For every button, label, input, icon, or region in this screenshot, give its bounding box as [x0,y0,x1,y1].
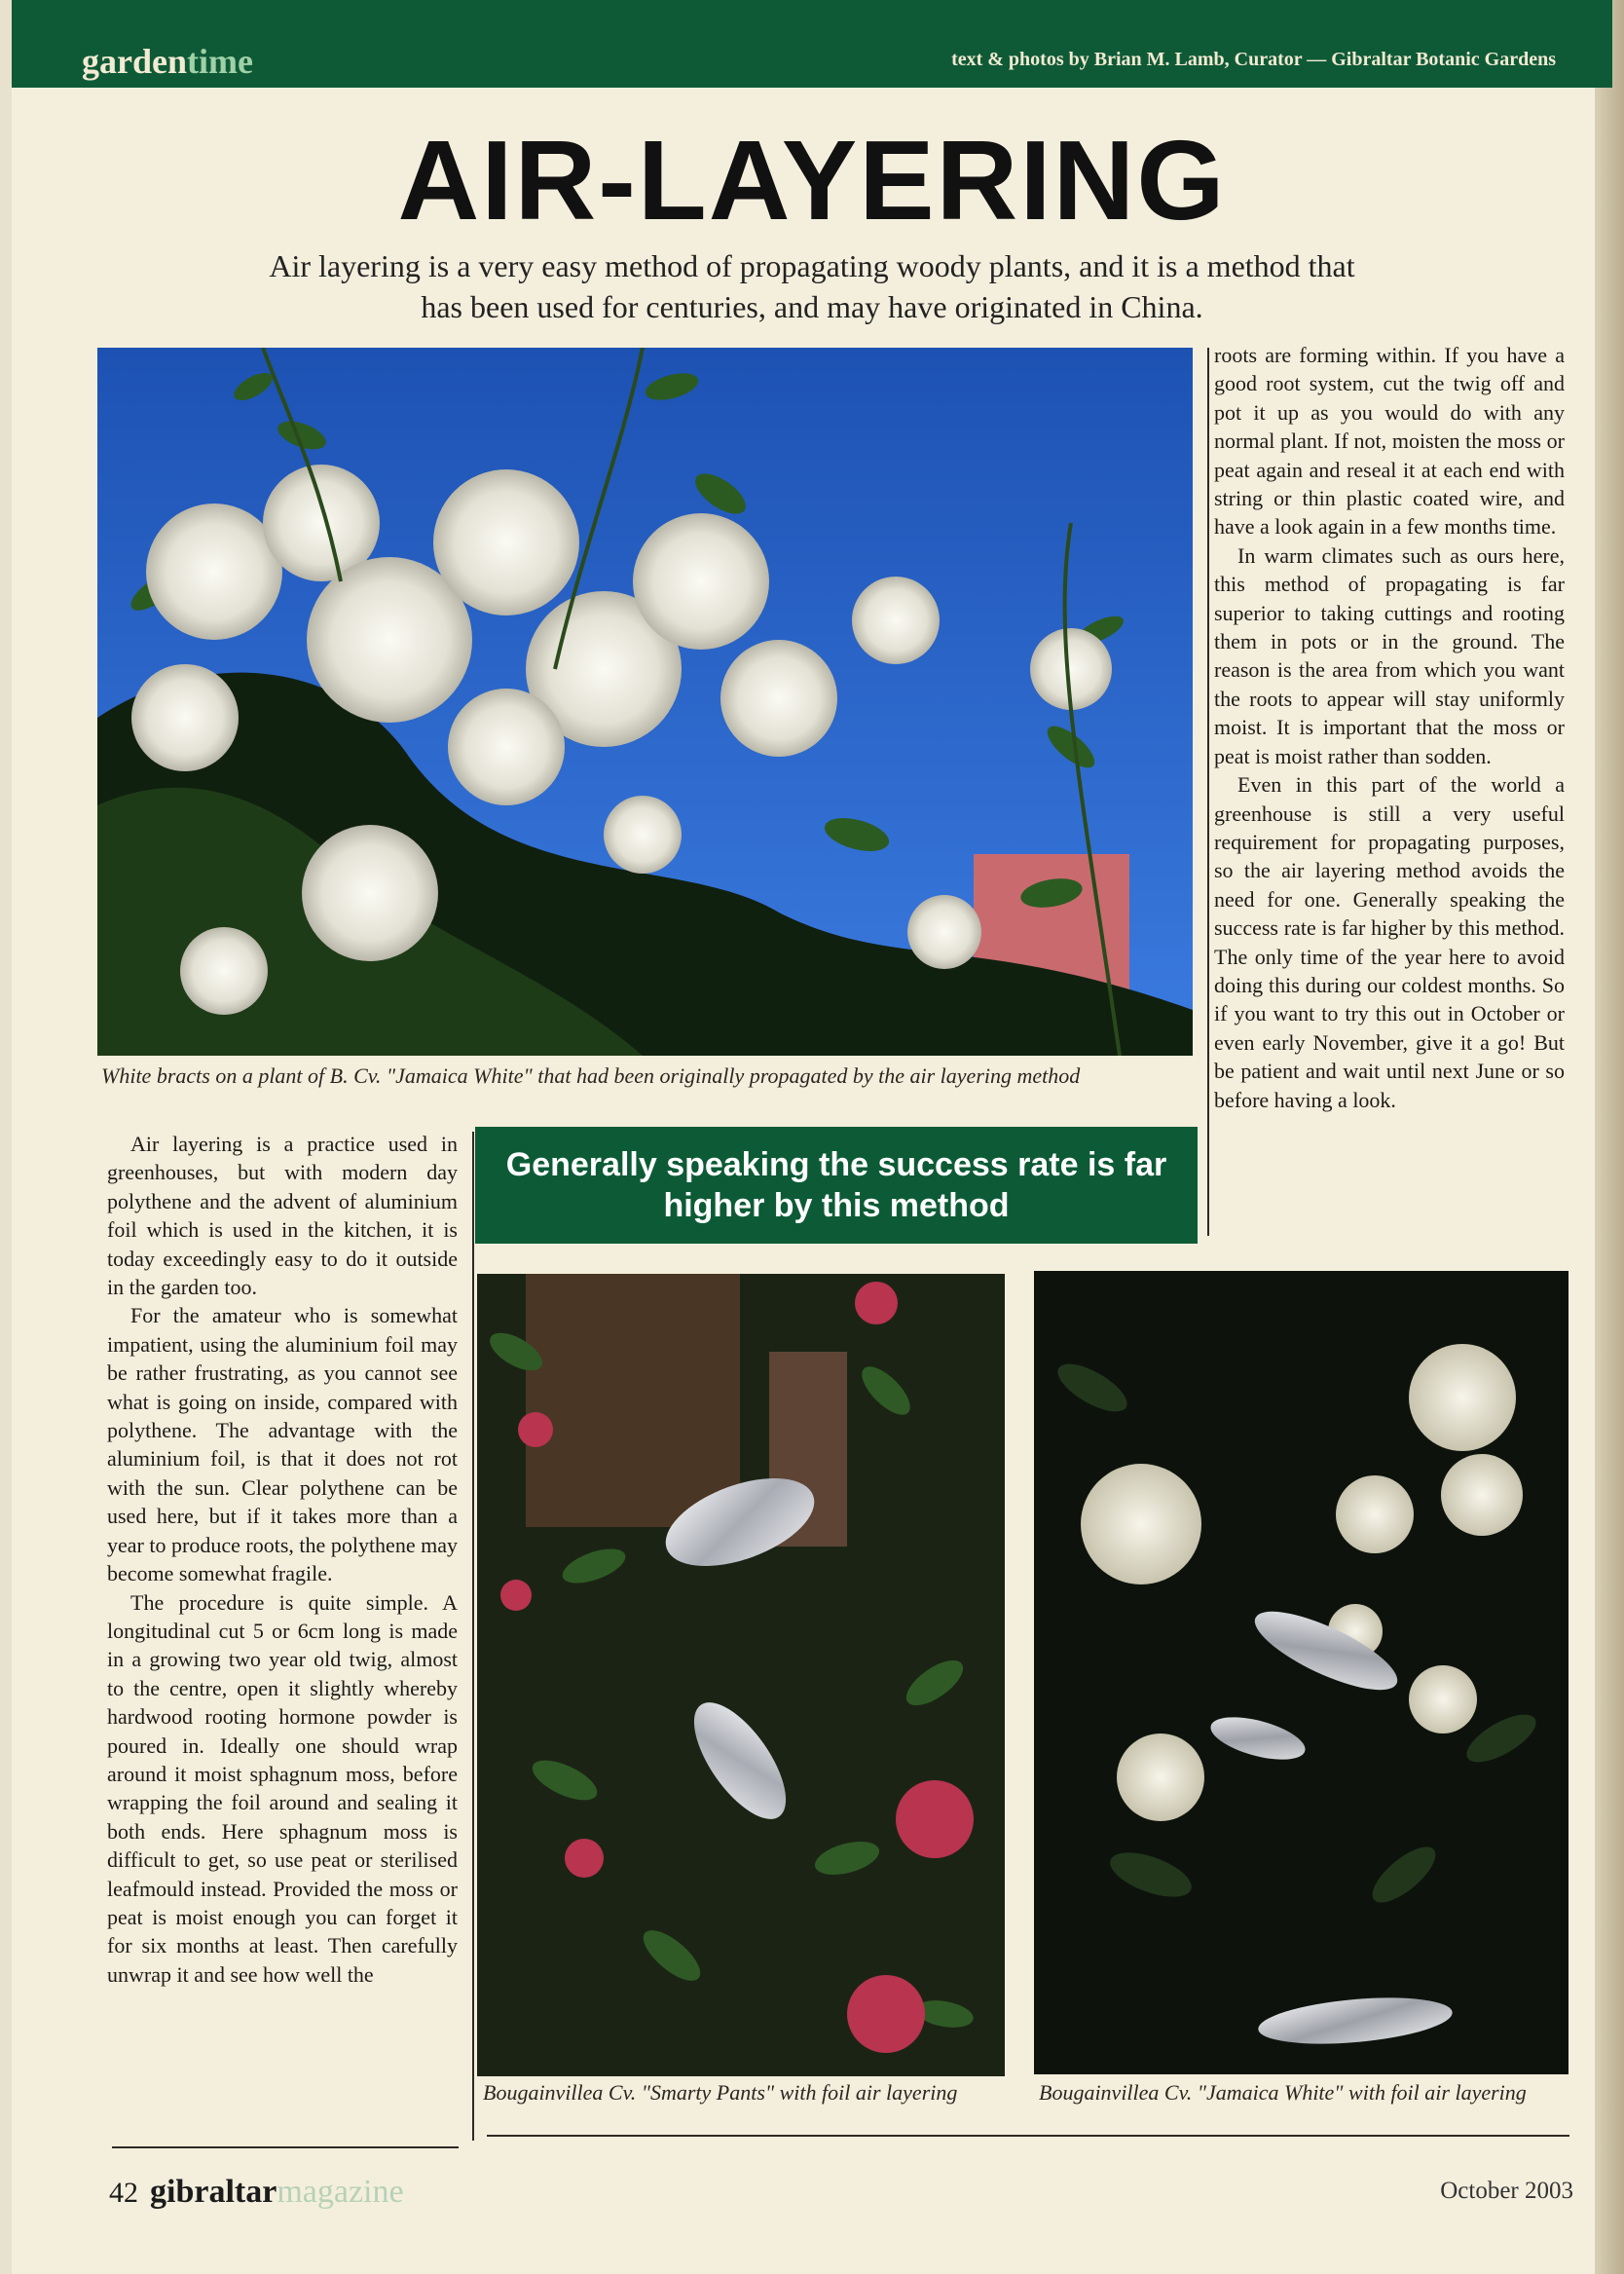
page-left-edge [0,0,12,2274]
paragraph: In warm climates such as ours here, this method of propagating is far superior to taking cuttings and rooting them in pots or in the ground. The reason is the area from which you want the roots to appear will stay uniformly moist. It is important that the moss or peat is moist rather than sodden. [1214,542,1565,768]
foil-layering-photo-1 [477,1274,1005,2076]
left-column-rule [472,1132,474,2141]
main-photo-caption: White bracts on a plant of B. Cv. "Jamaica White" that had been originally propagated by the air layering method [101,1063,1081,1088]
paragraph: For the amateur who is somewhat impatient, using the aluminium foil may be rather frustrating, as you cannot see what is going on inside, compared with polythene. The advantage with the aluminium foil, is that it does not rot with the sun. Clear polythene can be used here, but if it takes more than a year to produce roots, the polythene may become somewhat fragile. [107,1303,458,1586]
brand-part2: time [187,42,253,81]
right-column-rule [1207,348,1209,1236]
white-bougainvillea-photo [97,348,1193,1056]
page-binding-edge [1595,0,1624,2274]
footer-folio [109,2174,404,2211]
magazine-name-part1: gibraltar [150,2174,277,2210]
paragraph: Even in this part of the world a greenhouse is still a very useful requirement for propagating purposes, so the air layering method avoids the need for one. Generally speaking the success rate is far higher by this method. The only time of the year here to avoid doing this during our coldest months. So if you want to try this out in October or even early November, give it a go! But be patient and wait until next June or so before having a look. [1214,772,1565,1112]
right-column-text [1214,341,1565,1114]
magazine-name-part2: magazine [277,2174,404,2210]
main-photo [97,348,1193,1056]
smarty-pants-caption: Bougainvillea Cv. "Smarty Pants" with foil air layering [483,2080,958,2105]
footer-rule-left [112,2146,459,2148]
issue-date: October 2003 [1440,2178,1573,2204]
author-credit: text & photos by Brian M. Lamb, Curator — Gibraltar Botanic Gardens [951,49,1556,70]
page-number: 42 [109,2177,138,2209]
brand-part1: garden [82,42,187,81]
pull-quote-box [475,1127,1198,1244]
jamaica-white-photo [1034,1271,1569,2074]
pull-quote-text: Generally speaking the success rate is far higher by this method [505,1146,1167,1224]
foil-layering-photo-2 [1034,1271,1569,2074]
paragraph: roots are forming within. If you have a good root system, cut the twig off and pot it up as you would do with any normal plant. If not, moisten the moss or peat again and reseal it at each end with string or thin plastic coated wire, and have a look again in a few months time. [1214,343,1565,540]
jamaica-white-caption: Bougainvillea Cv. "Jamaica White" with foil air layering [1039,2080,1527,2105]
smarty-pants-photo [477,1274,1005,2076]
article-title: AIR-LAYERING [397,117,1227,243]
section-brand [82,41,253,82]
paragraph: The procedure is quite simple. A longitudinal cut 5 or 6cm long is made in a growing two year old twig, almost to the centre, open it slightly whereby hardwood rooting hormone powder is poured in. Ideally one should wrap around it moist sphagnum moss, before wrapping the foil around and sealing it both ends. Here sphagnum moss is difficult to get, so use peat or sterilised leafmould instead. Provided the moss or peat is moist enough you can forget it for six months at least. Then carefully unwrap it and see how well the [107,1589,458,1987]
paragraph: Air layering is a practice used in greenhouses, but with modern day polythene and the advent of aluminium foil which is used in the kitchen, it is today exceedingly easy to do it outside in the garden too. [107,1132,458,1300]
article-intro: Air layering is a very easy method of propagating woody plants, and it is a method that has been used for centuries, and may have originated in China. [269,248,1355,324]
left-column-text [107,1130,458,1989]
footer-rule-right [487,2135,1569,2137]
